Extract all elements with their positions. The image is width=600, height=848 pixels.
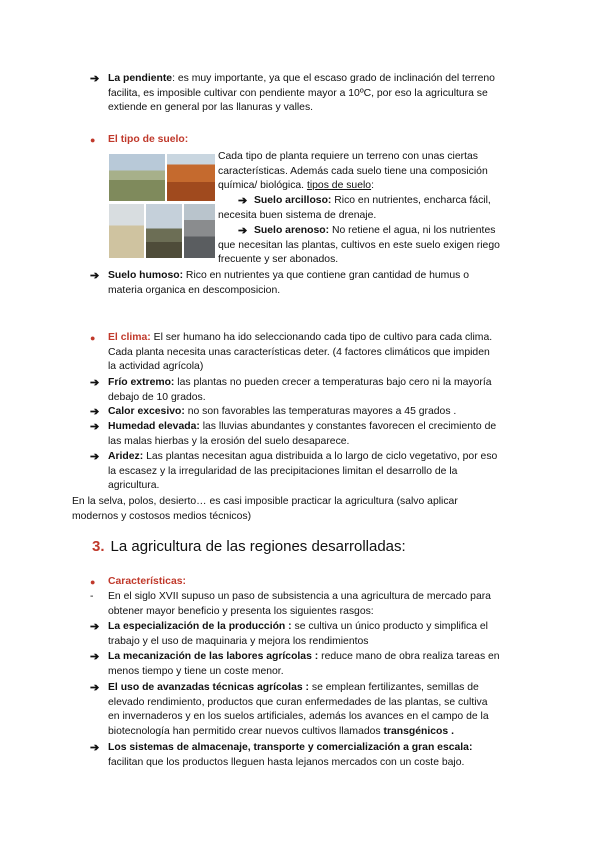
clima-closing: En la selva, polos, desierto… es casi imposible practicar la agricultura (salvo aplicar modernos y costosos medios técnicos) (72, 496, 458, 522)
arrow-icon: ➔ (90, 421, 100, 433)
soil-photo (109, 204, 144, 258)
clima-heading: El clima: (108, 332, 151, 343)
soil-photos-collage (109, 154, 215, 258)
caracteristicas-heading: Características: (108, 576, 186, 587)
pendiente-label: La pendiente (108, 73, 173, 84)
suelo-intro: Cada tipo de planta requiere un terreno con unas ciertas características. Además cada suelo tiene una composición química/ biológica. tipos de suelo: (218, 151, 488, 192)
arrow-icon: ➔ (90, 682, 100, 694)
soil-photo (146, 204, 182, 258)
arrow-icon: ➔ (90, 73, 100, 85)
arrow-icon: ➔ (90, 451, 100, 463)
arrow-icon: ➔ (238, 195, 248, 207)
bullet-icon: ● (90, 135, 96, 145)
section-3-title: 3. La agricultura de las regiones desarrolladas: (92, 538, 406, 555)
soil-photo (167, 154, 215, 201)
soil-photo (109, 154, 165, 201)
bullet-icon: ● (90, 333, 96, 343)
arrow-icon: ➔ (90, 270, 100, 282)
suelo-heading: El tipo de suelo: (108, 134, 189, 145)
arrow-icon: ➔ (90, 621, 100, 633)
bullet-icon: ● (90, 577, 96, 587)
dash-icon: - (90, 591, 94, 602)
arrow-icon: ➔ (90, 406, 100, 418)
arrow-icon: ➔ (90, 651, 100, 663)
soil-photo (184, 204, 215, 258)
arrow-icon: ➔ (90, 742, 100, 754)
tipos-de-suelo-label: tipos de suelo (306, 180, 372, 192)
arrow-icon: ➔ (90, 377, 100, 389)
arrow-icon: ➔ (238, 225, 248, 237)
